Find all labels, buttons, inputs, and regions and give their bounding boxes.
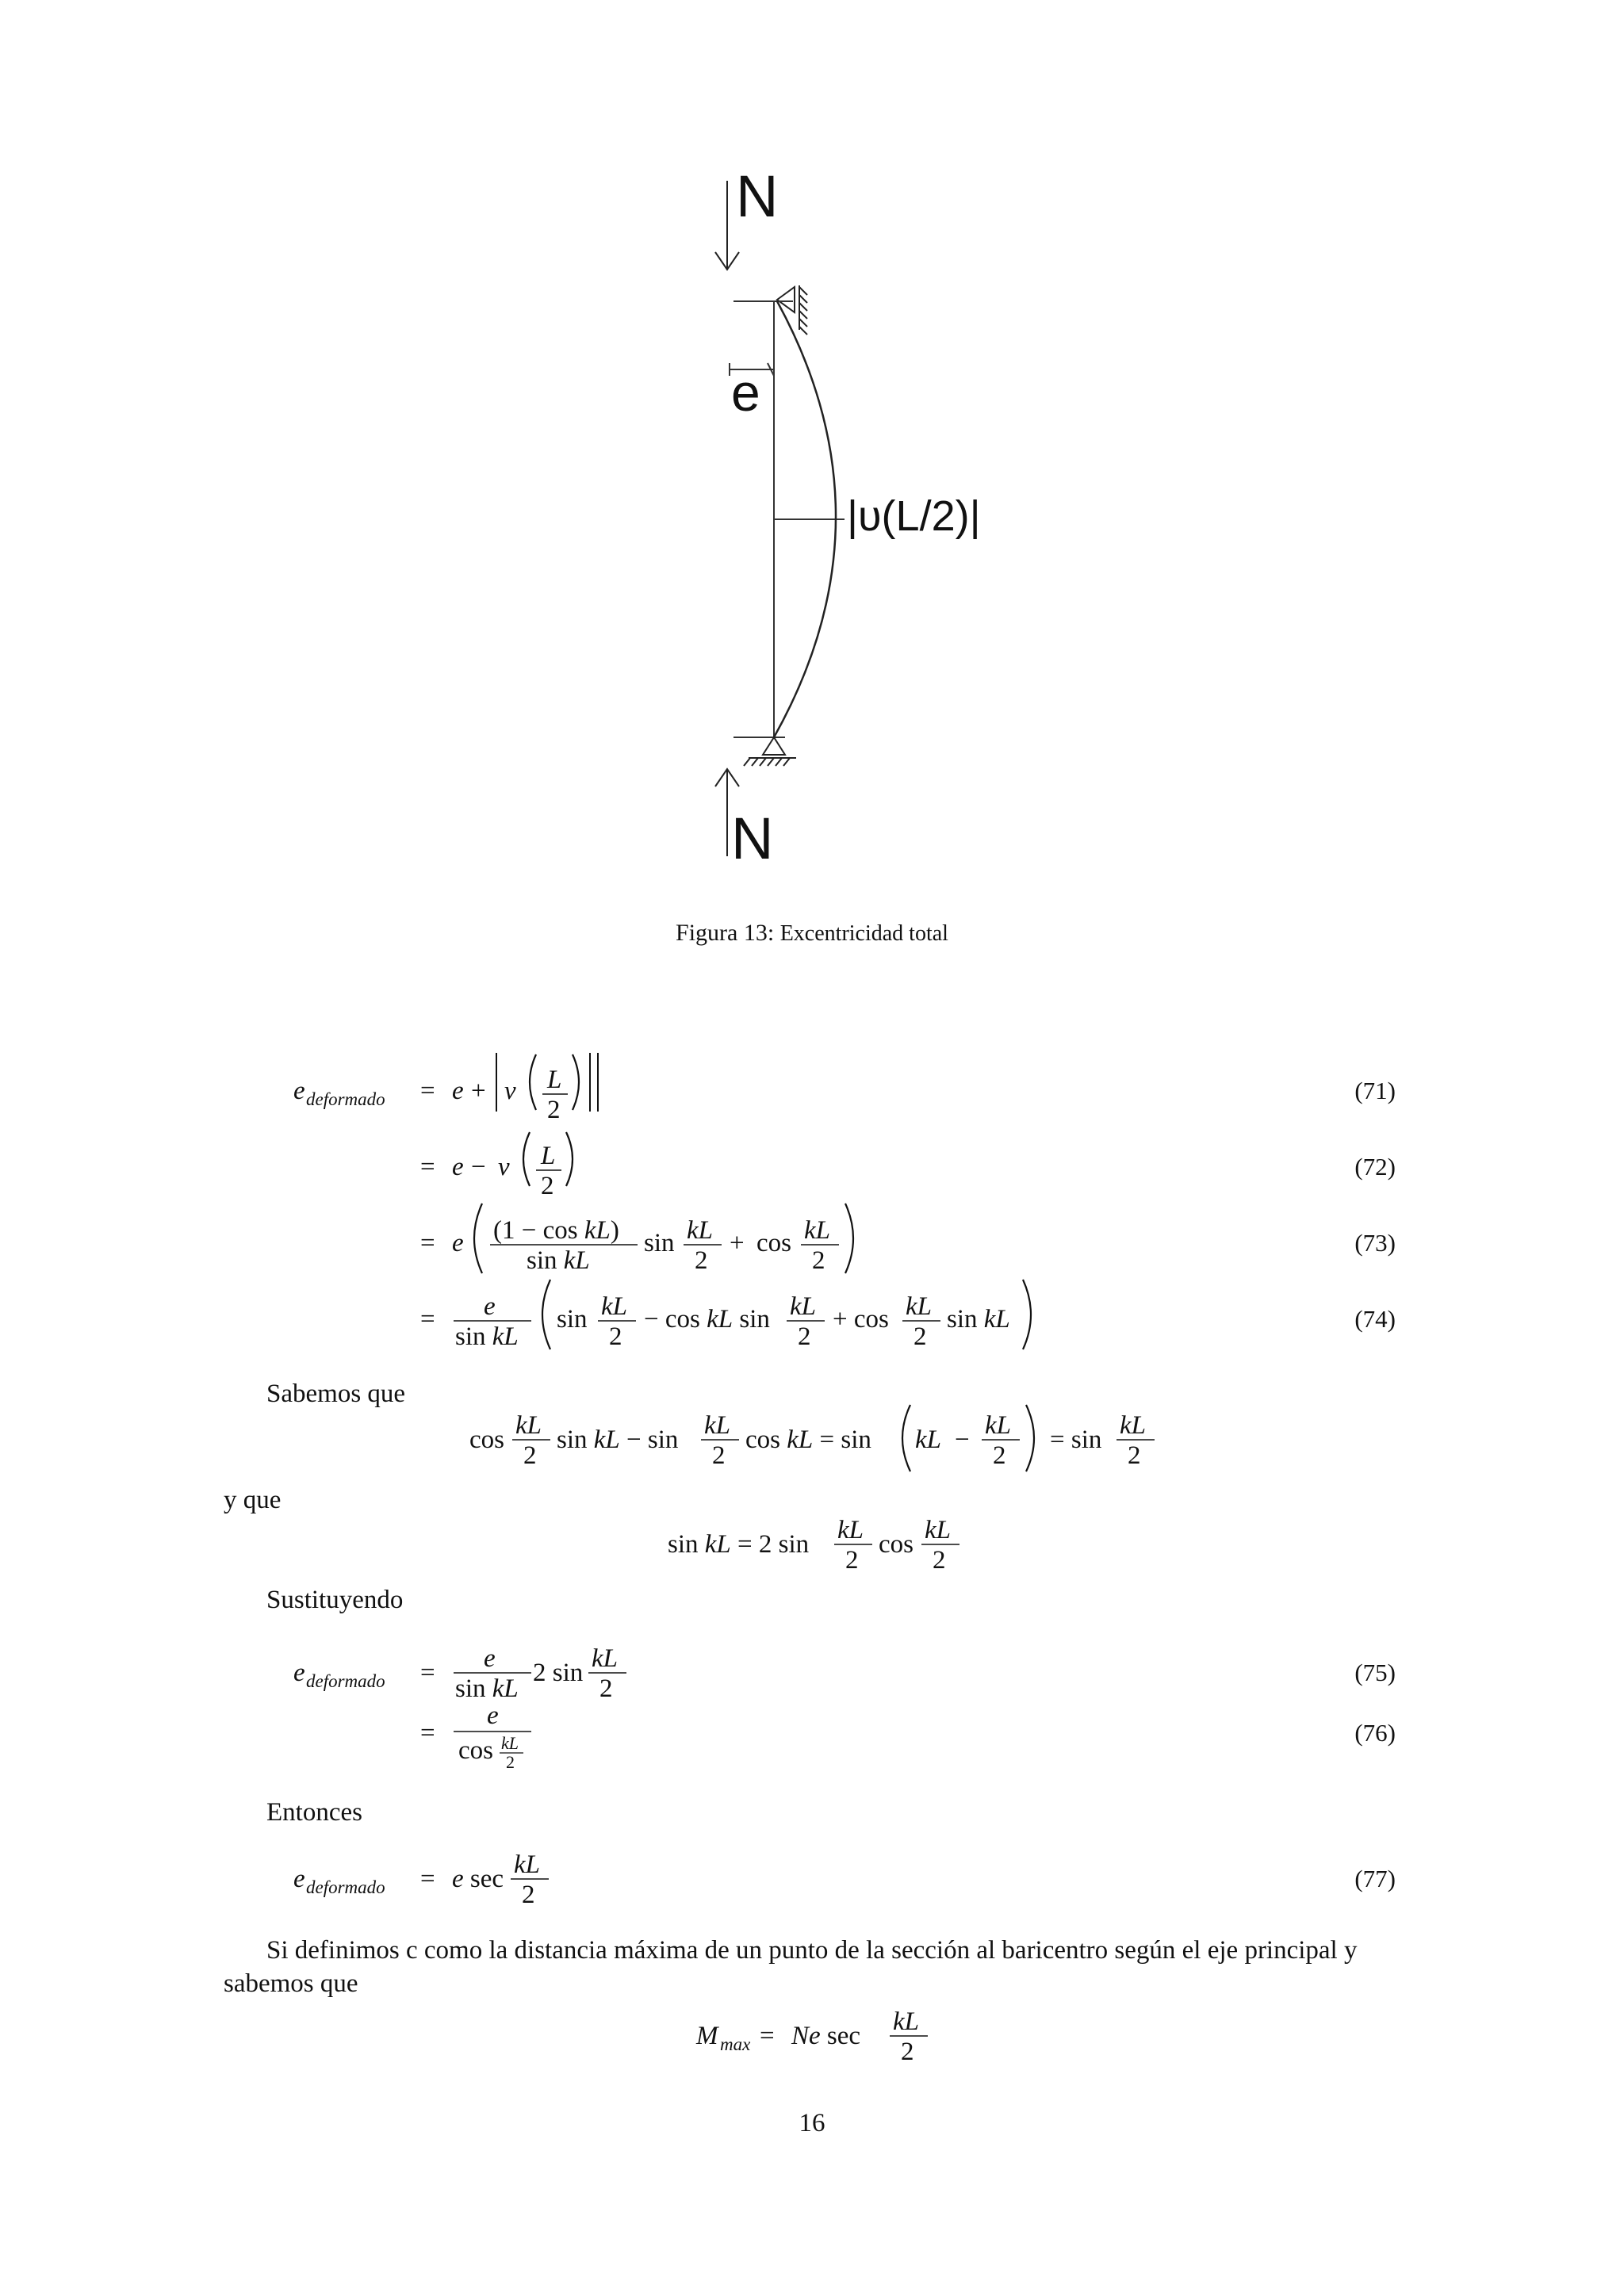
svg-text:e: e <box>293 1659 305 1687</box>
svg-text:e: e <box>452 1077 464 1105</box>
svg-text:max: max <box>720 2034 751 2054</box>
svg-text:2: 2 <box>1128 1441 1141 1470</box>
svg-text:2 sin: 2 sin <box>533 1659 584 1687</box>
caption-prefix: Figura 13: <box>676 920 775 946</box>
svg-text:2: 2 <box>506 1752 515 1772</box>
label-force-bottom: N <box>731 806 774 871</box>
svg-text:kL: kL <box>1120 1411 1146 1440</box>
svg-text:2: 2 <box>695 1246 708 1275</box>
svg-text:2: 2 <box>523 1441 537 1470</box>
svg-text:sin kL: sin kL <box>455 1674 519 1703</box>
svg-text:e: e <box>484 1292 496 1321</box>
svg-text:sin kL = 2 sin: sin kL = 2 sin <box>668 1530 810 1559</box>
svg-text:2: 2 <box>541 1172 554 1200</box>
svg-text:sin: sin <box>644 1229 675 1257</box>
svg-text:kL: kL <box>601 1292 627 1321</box>
svg-text:kL: kL <box>915 1425 941 1454</box>
svg-text:sin: sin <box>557 1305 588 1334</box>
svg-text:sin kL: sin kL <box>455 1322 519 1351</box>
svg-text:2: 2 <box>901 2038 914 2066</box>
svg-text:e: e <box>487 1701 499 1730</box>
svg-text:+: + <box>730 1229 745 1257</box>
svg-text:2: 2 <box>599 1674 613 1703</box>
svg-text:2: 2 <box>933 1546 946 1575</box>
svg-text:Ne sec: Ne sec <box>791 2022 861 2050</box>
label-eccentricity: e <box>731 363 760 422</box>
equation-mmax <box>695 2007 928 2066</box>
equation-number-77: (77) <box>1354 1865 1396 1892</box>
svg-text:2: 2 <box>712 1441 726 1470</box>
svg-text:−: − <box>471 1153 486 1181</box>
equation-73 <box>420 1203 853 1275</box>
svg-text:=: = <box>420 1719 435 1747</box>
svg-text:ν: ν <box>498 1153 510 1181</box>
svg-text:e: e <box>452 1153 464 1181</box>
figure-caption <box>0 920 1624 947</box>
svg-text:(1 − cos kL): (1 − cos kL) <box>493 1216 619 1245</box>
svg-text:kL: kL <box>985 1411 1011 1440</box>
svg-text:2: 2 <box>609 1322 622 1351</box>
svg-text:+ cos: + cos <box>833 1305 889 1334</box>
svg-text:e: e <box>452 1229 464 1257</box>
svg-text:kL: kL <box>790 1292 816 1321</box>
svg-text:=: = <box>420 1659 435 1687</box>
svg-text:2: 2 <box>522 1881 535 1909</box>
svg-text:e: e <box>293 1865 305 1893</box>
label-deflection: |υ(L/2)| <box>847 492 981 540</box>
equation-74 <box>420 1280 1031 1351</box>
svg-text:2: 2 <box>812 1246 825 1275</box>
svg-text:e: e <box>484 1644 496 1673</box>
svg-text:kL: kL <box>893 2007 919 2036</box>
text-sabemos-que: Sabemos que <box>266 1380 406 1408</box>
bottom-pin-support-icon <box>744 737 796 766</box>
equation-number-71: (71) <box>1354 1077 1396 1104</box>
svg-text:kL: kL <box>704 1411 730 1440</box>
svg-text:=: = <box>420 1305 435 1334</box>
identity-sin-double <box>668 1516 959 1575</box>
text-y-que: y que <box>224 1486 282 1514</box>
svg-text:cos: cos <box>756 1229 791 1257</box>
column-diagram <box>0 0 1624 872</box>
svg-text:2: 2 <box>845 1546 859 1575</box>
paragraph-line-1: Si definimos c como la distancia máxima de un punto de la sección al baricentro según el eje principal y <box>266 1936 1358 1965</box>
svg-text:=: = <box>420 1077 435 1105</box>
svg-text:2: 2 <box>914 1322 927 1351</box>
svg-text:e sec: e sec <box>452 1865 504 1893</box>
svg-text:L: L <box>547 1066 562 1094</box>
svg-text:− cos kL sin: − cos kL sin <box>644 1305 770 1334</box>
svg-text:deformado: deformado <box>306 1089 385 1109</box>
equation-75 <box>293 1644 626 1703</box>
svg-text:=: = <box>420 1153 435 1181</box>
svg-text:= sin: = sin <box>1050 1425 1102 1454</box>
svg-text:ν: ν <box>504 1077 516 1105</box>
svg-text:=: = <box>420 1865 435 1893</box>
text-sustituyendo: Sustituyendo <box>266 1586 404 1614</box>
equation-number-74: (74) <box>1354 1305 1396 1333</box>
svg-text:+: + <box>471 1077 486 1105</box>
svg-text:−: − <box>955 1425 970 1454</box>
svg-text:kL: kL <box>592 1644 618 1673</box>
paragraph-line-2: sabemos que <box>224 1969 358 1998</box>
svg-text:kL: kL <box>804 1216 830 1245</box>
equation-number-76: (76) <box>1354 1719 1396 1747</box>
svg-text:2: 2 <box>993 1441 1006 1470</box>
equation-number-72: (72) <box>1354 1153 1396 1181</box>
page-number: 16 <box>799 2109 825 2137</box>
svg-text:cos kL = sin: cos kL = sin <box>745 1425 871 1454</box>
svg-text:deformado: deformado <box>306 1877 385 1897</box>
equation-71 <box>293 1053 598 1124</box>
svg-text:sin kL: sin kL <box>947 1305 1010 1334</box>
svg-text:e: e <box>293 1077 305 1105</box>
svg-text:=: = <box>760 2022 775 2050</box>
svg-text:kL: kL <box>837 1516 864 1544</box>
caption-text: Excentricidad total <box>779 921 948 946</box>
identity-cos-sin <box>469 1405 1155 1471</box>
svg-text:kL: kL <box>515 1411 542 1440</box>
svg-text:L: L <box>541 1142 556 1170</box>
svg-text:M: M <box>696 2022 718 2050</box>
svg-text:kL: kL <box>925 1516 951 1544</box>
label-force-top: N <box>736 163 779 229</box>
equation-72 <box>420 1132 573 1200</box>
svg-text:kL: kL <box>514 1850 540 1879</box>
svg-text:2: 2 <box>798 1322 811 1351</box>
svg-text:2: 2 <box>547 1096 561 1124</box>
text-entonces: Entonces <box>266 1798 362 1827</box>
svg-text:cos: cos <box>469 1425 504 1454</box>
svg-text:=: = <box>420 1229 435 1257</box>
svg-text:cos: cos <box>879 1530 914 1559</box>
equation-77 <box>293 1850 549 1909</box>
svg-text:deformado: deformado <box>306 1671 385 1691</box>
equation-number-75: (75) <box>1354 1659 1396 1686</box>
svg-text:cos: cos <box>458 1736 493 1765</box>
equation-76 <box>420 1701 531 1772</box>
svg-text:kL: kL <box>906 1292 932 1321</box>
svg-text:kL: kL <box>687 1216 713 1245</box>
svg-text:sin kL: sin kL <box>527 1246 590 1275</box>
svg-text:sin kL − sin: sin kL − sin <box>557 1425 679 1454</box>
equation-number-73: (73) <box>1354 1229 1396 1257</box>
svg-text:kL: kL <box>501 1733 519 1753</box>
